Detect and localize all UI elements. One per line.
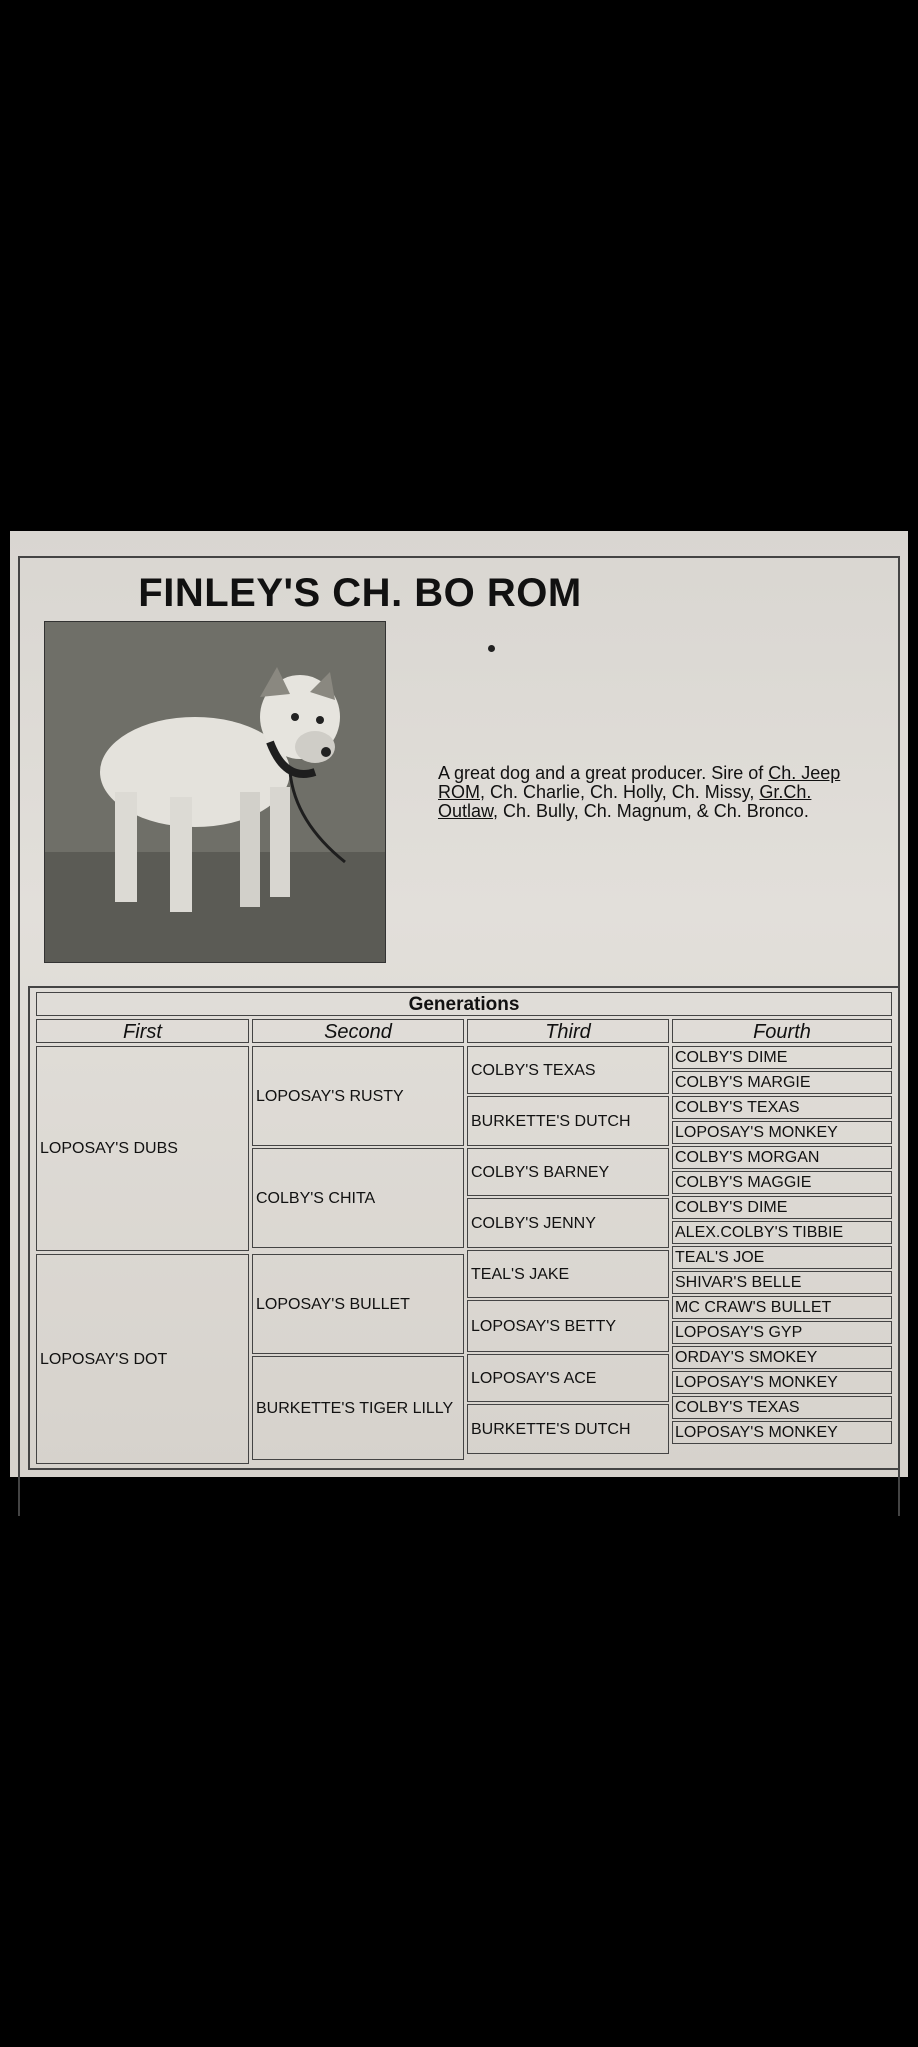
description-text: , Ch. Bully, Ch. Magnum, & Ch. Bronco. <box>493 801 809 821</box>
link-ch-jeep-rom: Ch. Jeep ROM <box>438 763 841 802</box>
fourth-gen-cell: SHIVAR'S BELLE <box>672 1271 892 1294</box>
first-gen-cell: LOPOSAY'S DOT <box>36 1254 249 1464</box>
link-gr-ch-outlaw: Gr.Ch. Outlaw <box>438 782 812 821</box>
fourth-gen-cell: LOPOSAY'S MONKEY <box>672 1421 892 1444</box>
third-gen-cell: BURKETTE'S DUTCH <box>467 1096 669 1146</box>
third-gen-cell: TEAL'S JAKE <box>467 1250 669 1298</box>
first-gen-cell: LOPOSAY'S DUBS <box>36 1046 249 1251</box>
fourth-gen-cell: COLBY'S DIME <box>672 1196 892 1219</box>
third-gen-cell: BURKETTE'S DUTCH <box>467 1404 669 1454</box>
fourth-gen-cell: LOPOSAY'S MONKEY <box>672 1121 892 1144</box>
bullet-dot <box>488 645 495 652</box>
description-text: , Ch. Charlie, Ch. Holly, Ch. Missy, <box>480 782 760 802</box>
fourth-gen-cell: TEAL'S JOE <box>672 1246 892 1269</box>
fourth-gen-cell: MC CRAW'S BULLET <box>672 1296 892 1319</box>
fourth-gen-cell: COLBY'S MARGIE <box>672 1071 892 1094</box>
third-gen-cell: COLBY'S TEXAS <box>467 1046 669 1094</box>
second-gen-cell: COLBY'S CHITA <box>252 1148 464 1248</box>
fourth-gen-cell: LOPOSAY'S GYP <box>672 1321 892 1344</box>
fourth-gen-cell: ORDAY'S SMOKEY <box>672 1346 892 1369</box>
dog-description <box>438 764 870 821</box>
fourth-gen-cell: COLBY'S DIME <box>672 1046 892 1069</box>
second-gen-cell: LOPOSAY'S RUSTY <box>252 1046 464 1146</box>
fourth-gen-cell: COLBY'S TEXAS <box>672 1096 892 1119</box>
column-header-first: First <box>36 1019 249 1043</box>
third-gen-cell: COLBY'S BARNEY <box>467 1148 669 1196</box>
pedigree-sheet <box>10 531 908 1477</box>
column-header-fourth: Fourth <box>672 1019 892 1043</box>
generations-header: Generations <box>36 992 892 1016</box>
column-header-third: Third <box>467 1019 669 1043</box>
third-gen-cell: COLBY'S JENNY <box>467 1198 669 1248</box>
description-text: A great dog and a great producer. Sire of <box>438 763 769 783</box>
pedigree-table <box>28 986 900 1470</box>
third-gen-cell: LOPOSAY'S BETTY <box>467 1300 669 1352</box>
dog-photo <box>44 621 386 963</box>
fourth-gen-cell: LOPOSAY'S MONKEY <box>672 1371 892 1394</box>
column-header-second: Second <box>252 1019 464 1043</box>
second-gen-cell: LOPOSAY'S BULLET <box>252 1254 464 1354</box>
fourth-gen-cell: ALEX.COLBY'S TIBBIE <box>672 1221 892 1244</box>
fourth-gen-cell: COLBY'S MORGAN <box>672 1146 892 1169</box>
dog-photo-icon <box>45 622 385 962</box>
second-gen-cell: BURKETTE'S TIGER LILLY <box>252 1356 464 1460</box>
page-title: FINLEY'S CH. BO ROM <box>138 571 582 615</box>
fourth-gen-cell: COLBY'S TEXAS <box>672 1396 892 1419</box>
fourth-gen-cell: COLBY'S MAGGIE <box>672 1171 892 1194</box>
third-gen-cell: LOPOSAY'S ACE <box>467 1354 669 1402</box>
